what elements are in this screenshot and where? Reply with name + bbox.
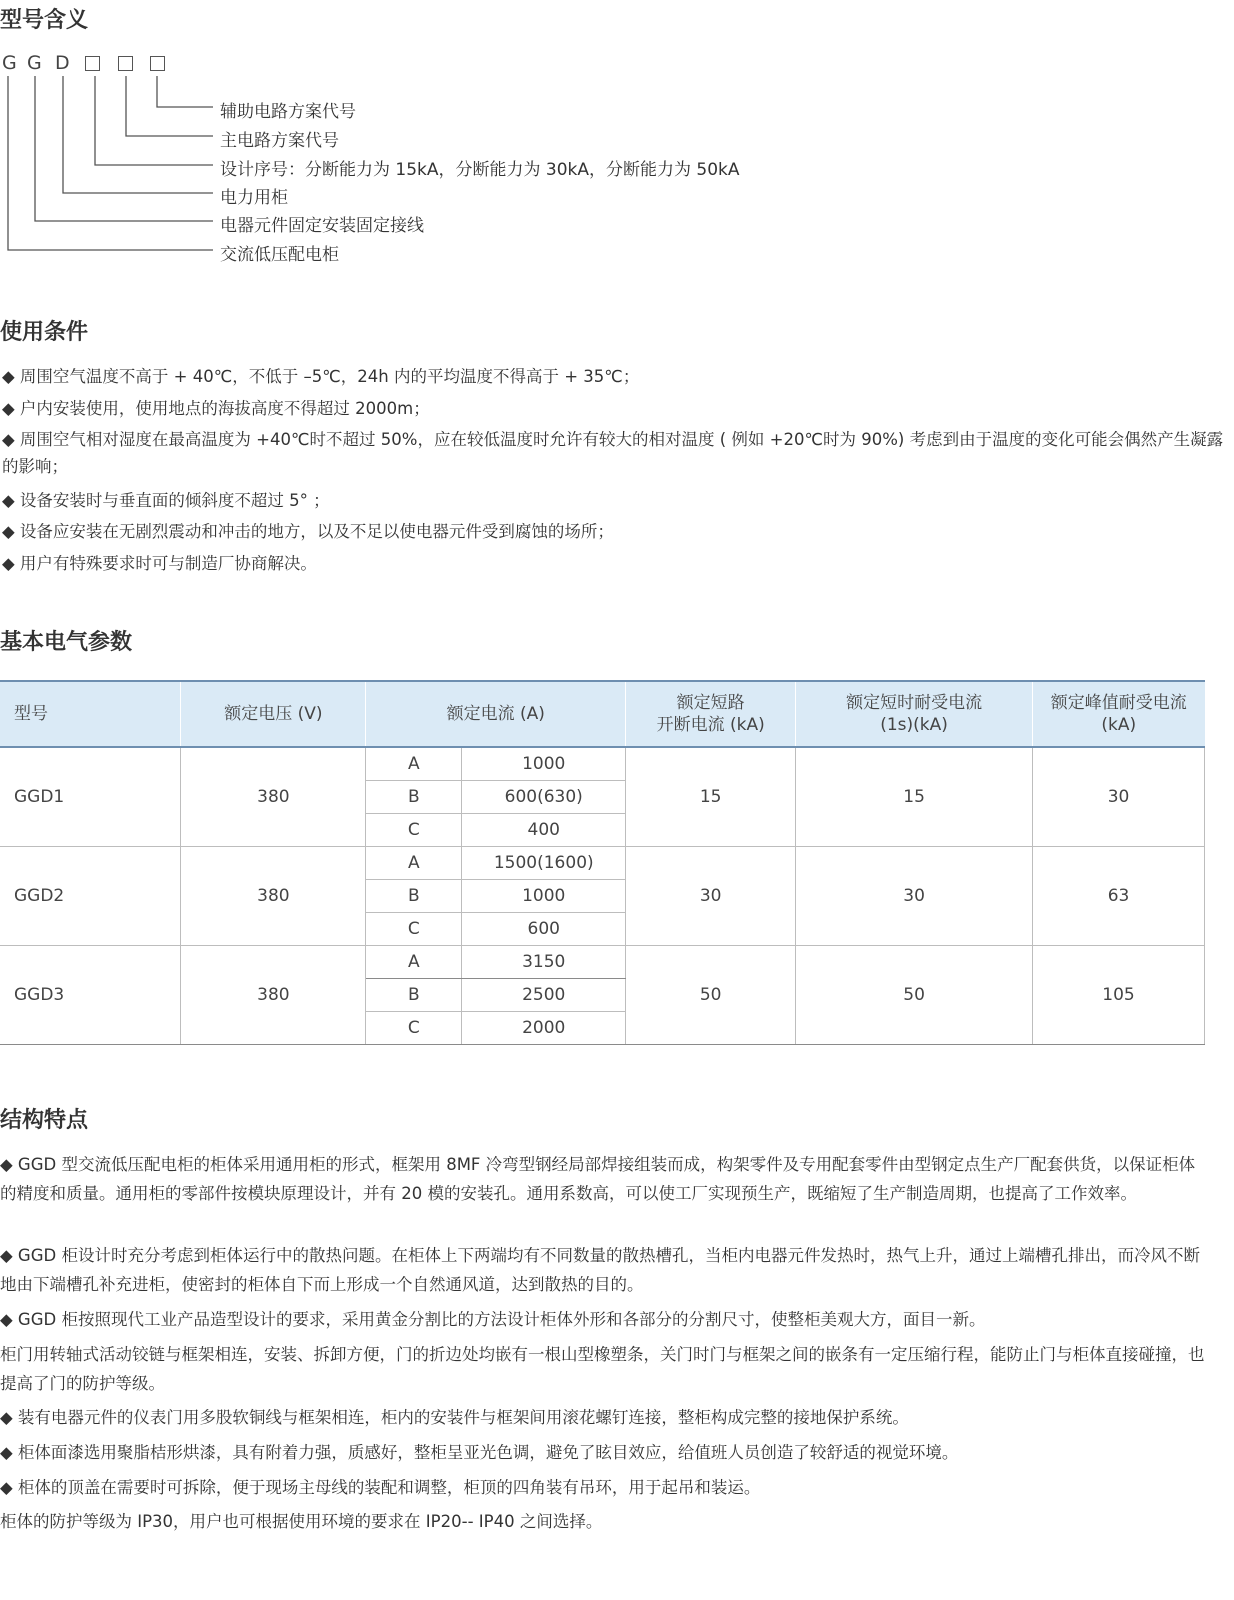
model-code-letter: G [27,52,42,74]
model-code-letter: G [2,52,17,74]
header-voltage: 额定电压 (V) [181,681,366,747]
cell-current: 400 [462,814,626,847]
condition-item: ◆ 周围空气温度不高于 + 40℃，不低于 –5℃，24h 内的平均温度不得高于 + 35℃； [2,367,640,386]
cell-voltage: 380 [181,747,366,847]
cell-breaking: 30 [626,847,796,946]
model-code-connector-lines [0,0,220,270]
feature-paragraph: ◆ 装有电器元件的仪表门用多股软铜线与框架相连，柜内的安装件与框架间用滚花螺钉连接，整柜构成完整的接地保护系统。 [0,1408,909,1427]
cell-grade: A [366,847,462,880]
section-title-structure: 结构特点 [0,1108,89,1133]
cell-short-time: 50 [796,946,1033,1045]
header-model: 型号 [0,681,181,747]
cell-grade: A [366,747,462,781]
table-row [0,847,1205,880]
feature-paragraph: ◆ GGD 型交流低压配电柜的柜体采用通用柜的形式，框架用 8MF 冷弯型钢经局部焊接组装而成，构架零件及专用配套零件由型钢定点生产厂配套供货，以保证柜体的精度和质量。通用柜的零部件按模块原理设计，并有 20 模的安装孔。通用系数高，可以使工厂实现预生产，既缩短了生产制造周期，也提高了工作效率。 [0,1155,1196,1203]
feature-paragraph: ◆ GGD 柜设计时充分考虑到柜体运行中的散热问题。在柜体上下两端均有不同数量的散热槽孔，当柜内电器元件发热时，热气上升，通过上端槽孔排出，而冷风不断地由下端槽孔补充进柜，使密封的柜体自下而上形成一个自然通风道，达到散热的目的。 [0,1246,1200,1294]
cell-grade: C [366,913,462,946]
cell-current: 1000 [462,880,626,913]
cell-voltage: 380 [181,946,366,1045]
section-title-model-meaning: 型号含义 [0,8,89,33]
table-row [0,747,1205,781]
model-label-fixed-install: 电器元件固定安装固定接线 [220,216,424,236]
section-title-usage-conditions: 使用条件 [0,320,89,345]
feature-paragraph: 柜门用转轴式活动铰链与框架相连，安装、拆卸方便，门的折边处均嵌有一根山型橡塑条，关门时门与框架之间的嵌条有一定压缩行程，能防止门与柜体直接碰撞，也提高了门的防护等级。 [0,1345,1205,1393]
cell-voltage: 380 [181,847,366,946]
cell-breaking: 50 [626,946,796,1045]
condition-item: ◆ 户内安装使用，使用地点的海拔高度不得超过 2000m； [2,399,430,418]
cell-current: 1000 [462,747,626,781]
cell-model: GGD2 [0,847,181,946]
cell-current: 600(630) [462,781,626,814]
cell-current: 2000 [462,1012,626,1045]
model-label-design-serial: 设计序号：分断能力为 15kA，分断能力为 30kA，分断能力为 50kA [220,160,740,180]
table-row [0,946,1205,979]
header-peak-withstand: 额定峰值耐受电流 (kA) [1033,681,1205,747]
cell-grade: B [366,979,462,1012]
condition-item: ◆ 设备安装时与垂直面的倾斜度不超过 5° ； [2,491,330,510]
cell-grade: A [366,946,462,979]
model-code-letter: D [55,52,70,74]
cell-grade: C [366,814,462,847]
model-label-main-circuit: 主电路方案代号 [220,131,339,151]
cell-breaking: 15 [626,747,796,847]
header-short-time-withstand: 额定短时耐受电流 (1s)(kA) [796,681,1033,747]
condition-item: ◆ 周围空气相对湿度在最高温度为 +40℃时不超过 50%，应在较低温度时允许有较大的相对温度 ( 例如 +20℃时为 90%) 考虑到由于温度的变化可能会偶然产生凝露的影响； [2,430,1224,476]
cell-peak: 63 [1033,847,1205,946]
feature-paragraph: ◆ 柜体面漆选用聚脂桔形烘漆，具有附着力强，质感好，整柜呈亚光色调，避免了眩目效应，给值班人员创造了较舒适的视觉环境。 [0,1443,959,1462]
cell-grade: B [366,880,462,913]
header-breaking-current: 额定短路 开断电流 (kA) [626,681,796,747]
condition-item: ◆ 用户有特殊要求时可与制造厂协商解决。 [2,554,317,573]
header-current: 额定电流 (A) [366,681,626,747]
feature-paragraph: 柜体的防护等级为 IP30，用户也可根据使用环境的要求在 IP20-- IP40 之间选择。 [0,1512,603,1531]
feature-paragraph: ◆ 柜体的顶盖在需要时可拆除，便于现场主母线的装配和调整，柜顶的四角装有吊环，用于起吊和装运。 [0,1478,761,1497]
cell-grade: C [366,1012,462,1045]
cell-current: 600 [462,913,626,946]
cell-model: GGD1 [0,747,181,847]
cell-peak: 30 [1033,747,1205,847]
table-header-row [0,681,1205,747]
model-label-aux-circuit: 辅助电路方案代号 [220,102,356,122]
cell-short-time: 15 [796,747,1033,847]
cell-model: GGD3 [0,946,181,1045]
cell-short-time: 30 [796,847,1033,946]
model-label-ac-lv-cabinet: 交流低压配电柜 [220,245,339,265]
condition-item: ◆ 设备应安装在无剧烈震动和冲击的地方，以及不足以使电器元件受到腐蚀的场所； [2,522,614,541]
model-label-power-cabinet: 电力用柜 [220,188,288,208]
cell-grade: B [366,781,462,814]
cell-current: 2500 [462,979,626,1012]
feature-paragraph: ◆ GGD 柜按照现代工业产品造型设计的要求，采用黄金分割比的方法设计柜体外形和各部分的分割尺寸，使整柜美观大方，面目一新。 [0,1310,986,1329]
section-title-electrical-params: 基本电气参数 [0,630,133,655]
cell-current: 1500(1600) [462,847,626,880]
electrical-params-table [0,680,1205,1045]
cell-current: 3150 [462,946,626,979]
cell-peak: 105 [1033,946,1205,1045]
